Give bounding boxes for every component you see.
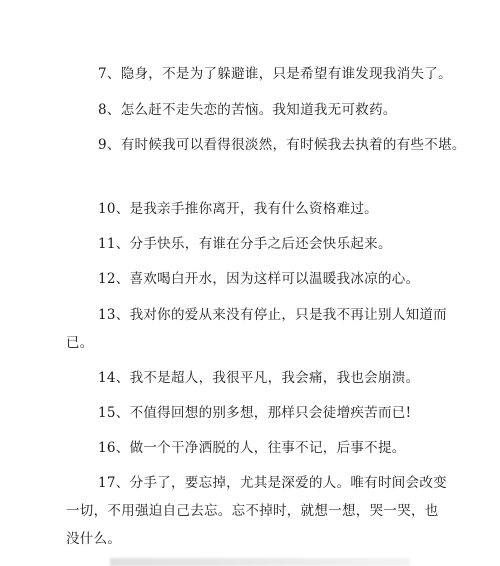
list-item-7: 7、隐身，不是为了躲避谁，只是希望有谁发现我消失了。: [98, 66, 452, 82]
list-item-14: 14、我不是超人，我很平凡，我会痛，我也会崩溃。: [98, 370, 420, 386]
list-item-17-continuation: 一切，不用强迫自己去忘。忘不掉时，就想一想，哭一哭，也: [66, 503, 439, 519]
list-item-17: 17、分手了，要忘掉，尤其是深爱的人。唯有时间会改变: [98, 475, 447, 491]
list-item-11: 11、分手快乐，有谁在分手之后还会快乐起来。: [98, 236, 392, 252]
list-item-9: 9、有时候我可以看得很淡然，有时候我去执着的有些不堪。: [98, 137, 466, 153]
cut-off-text-line: [110, 558, 410, 566]
list-item-16: 16、做一个干净洒脱的人，往事不记，后事不提。: [98, 440, 406, 456]
list-item-12: 12、喜欢喝白开水，因为这样可以温暖我冰凉的心。: [98, 271, 420, 287]
list-item-13: 13、我对你的爱从来没有停止，只是我不再让别人知道而: [98, 307, 447, 323]
list-item-13-continuation: 已。: [66, 335, 94, 351]
list-item-17-continuation-2: 没什么。: [66, 531, 122, 547]
list-item-15: 15、不值得回想的别多想，那样只会徒增疾苦而已!: [98, 405, 412, 421]
list-item-10: 10、是我亲手推你离开，我有什么资格难过。: [98, 201, 378, 217]
list-item-8: 8、怎么赶不走失恋的苦恼。我知道我无可救药。: [98, 102, 397, 118]
